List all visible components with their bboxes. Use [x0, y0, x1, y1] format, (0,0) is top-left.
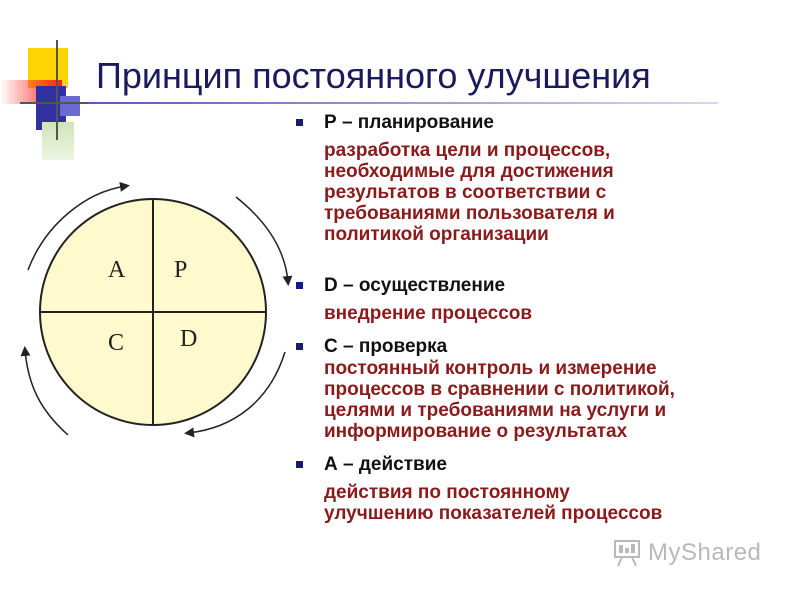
bullet-icon: [296, 461, 303, 468]
do-description: внедрение процессов: [324, 303, 533, 324]
watermark-text: MyShared: [648, 539, 762, 566]
presentation-board-icon: [612, 538, 642, 568]
pdca-cycle-diagram: [0, 0, 300, 460]
plan-heading: Р – планирование: [324, 112, 494, 133]
act-description: действия по постоянному улучшению показателей процессов: [324, 482, 663, 524]
watermark: [612, 538, 761, 568]
pdca-description-list: [296, 112, 776, 524]
bullet-icon: [296, 282, 303, 289]
list-item-check: [296, 336, 776, 442]
do-heading: D – осуществление: [324, 275, 506, 296]
list-item-do: [296, 275, 776, 324]
quadrant-p-label: P: [174, 257, 188, 283]
bullet-icon: [296, 119, 303, 126]
bullet-icon: [296, 343, 303, 350]
page-title: Принцип постоянного улучшения: [96, 55, 651, 96]
check-heading: C – проверка: [324, 336, 448, 357]
quadrant-c-label: C: [108, 330, 125, 356]
check-description: постоянный контроль и измерение процессов в сравнении с политикой, целями и требованиями на услуги и информирование о результатах: [324, 358, 675, 442]
list-item-plan: [296, 112, 776, 245]
plan-description: разработка цели и процессов, необходимые для достижения результатов в соответствии с требованиями пользователя и политикой организации: [324, 140, 615, 245]
act-heading: А – действие: [324, 454, 447, 475]
list-item-act: [296, 454, 776, 524]
quadrant-a-label: A: [108, 257, 126, 283]
quadrant-d-label: D: [180, 326, 198, 352]
